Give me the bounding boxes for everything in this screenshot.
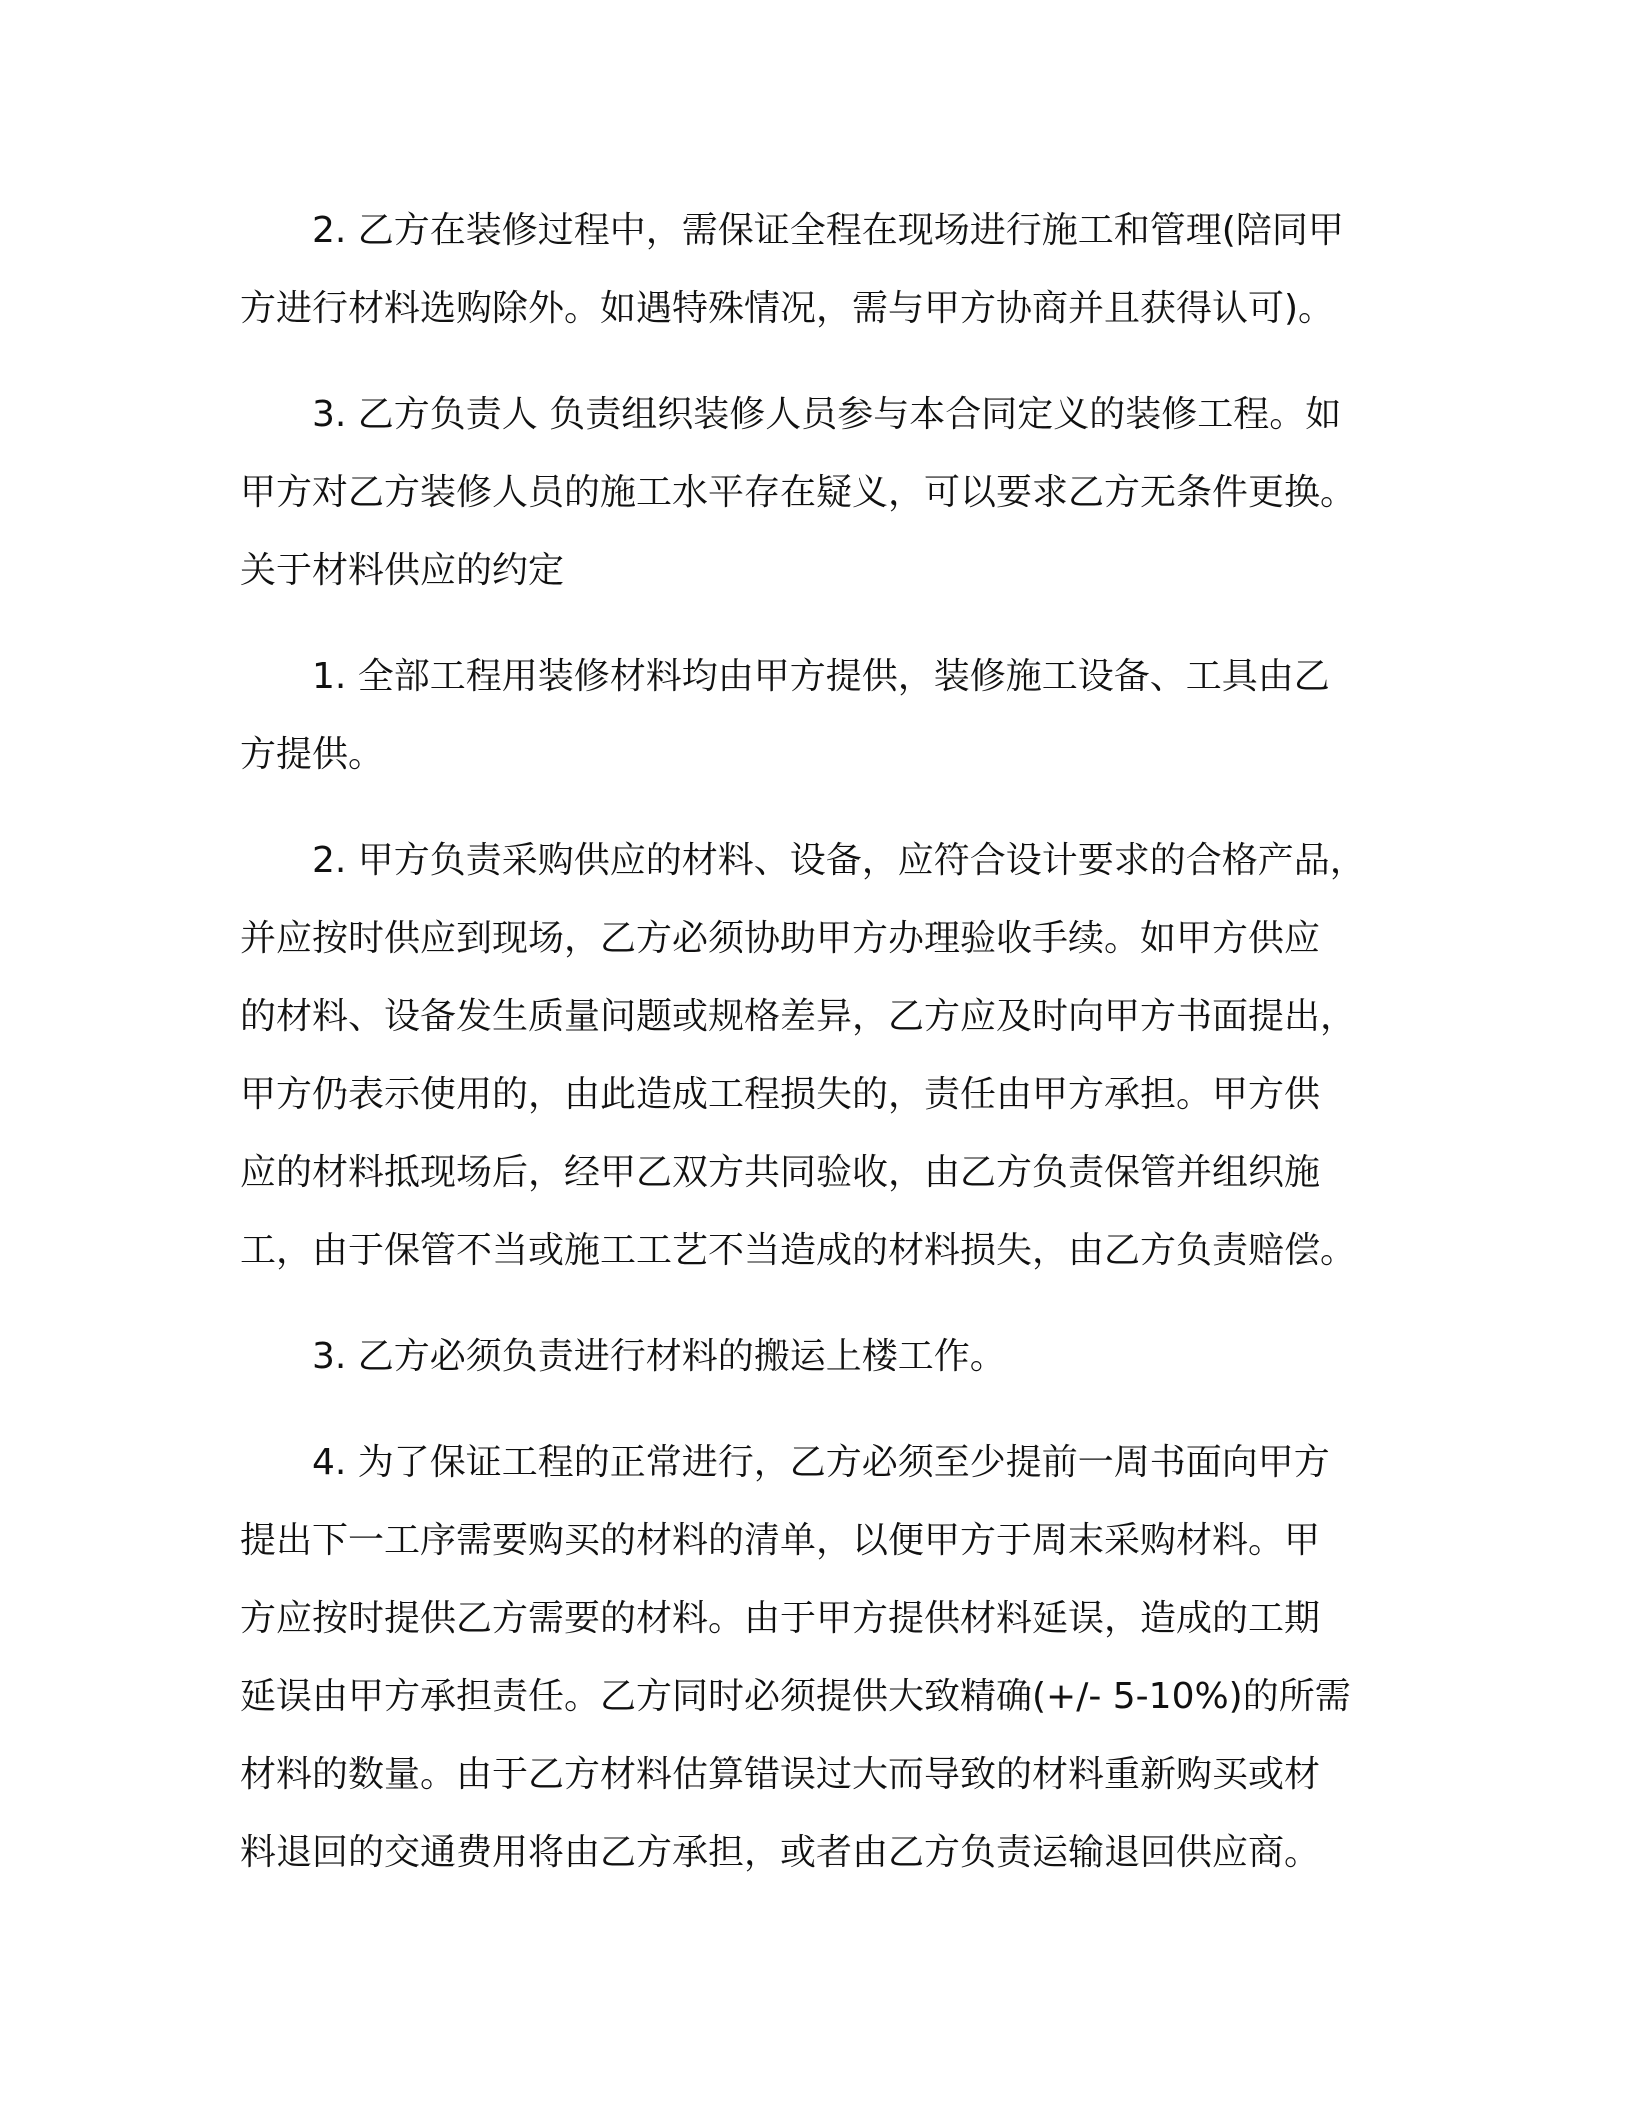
text-line: 4. 为了保证工程的正常进行，乙方必须至少提前一周书面向甲方 [312,1442,1330,1483]
text-line: 2. 乙方在装修过程中，需保证全程在现场进行施工和管理(陪同甲 [312,210,1344,251]
paragraph-materials-3 [240,1318,1392,1396]
text-line: 3. 乙方必须负责进行材料的搬运上楼工作。 [312,1336,1006,1377]
text-line: 的材料、设备发生质量问题或规格差异，乙方应及时向甲方书面提出， [240,996,1357,1037]
text-line: 并应按时供应到现场，乙方必须协助甲方办理验收手续。如甲方供应 [240,918,1321,959]
paragraph-materials-4 [240,1424,1392,1892]
paragraph-clause-3-manager [240,376,1392,610]
document-body [240,192,1392,1892]
text-line: 料退回的交通费用将由乙方承担，或者由乙方负责运输退回供应商。 [240,1832,1321,1873]
text-line: 方提供。 [240,734,385,775]
paragraph-materials-1 [240,638,1392,794]
text-line: 工，由于保管不当或施工工艺不当造成的材料损失，由乙方负责赔偿。 [240,1230,1357,1271]
text-line: 材料的数量。由于乙方材料估算错误过大而导致的材料重新购买或材 [240,1754,1321,1795]
section-heading-materials: 关于材料供应的约定 [240,550,565,591]
text-line: 方进行材料选购除外。如遇特殊情况，需与甲方协商并且获得认可)。 [240,288,1335,329]
paragraph-clause-2-onsite [240,192,1392,348]
text-line: 3. 乙方负责人 负责组织装修人员参与本合同定义的装修工程。如 [312,394,1342,435]
text-line: 提出下一工序需要购买的材料的清单，以便甲方于周末采购材料。甲 [240,1520,1321,1561]
text-line: 应的材料抵现场后，经甲乙双方共同验收，由乙方负责保管并组织施 [240,1152,1321,1193]
text-line: 甲方对乙方装修人员的施工水平存在疑义，可以要求乙方无条件更换。 [240,472,1357,513]
text-line: 1. 全部工程用装修材料均由甲方提供，装修施工设备、工具由乙 [312,656,1330,697]
text-line: 甲方仍表示使用的，由此造成工程损失的，责任由甲方承担。甲方供 [240,1074,1321,1115]
text-line: 2. 甲方负责采购供应的材料、设备，应符合设计要求的合格产品， [312,840,1366,881]
text-line: 延误由甲方承担责任。乙方同时必须提供大致精确(+/- 5-10%)的所需 [240,1676,1351,1717]
paragraph-materials-2 [240,822,1392,1290]
text-line: 方应按时提供乙方需要的材料。由于甲方提供材料延误，造成的工期 [240,1598,1321,1639]
